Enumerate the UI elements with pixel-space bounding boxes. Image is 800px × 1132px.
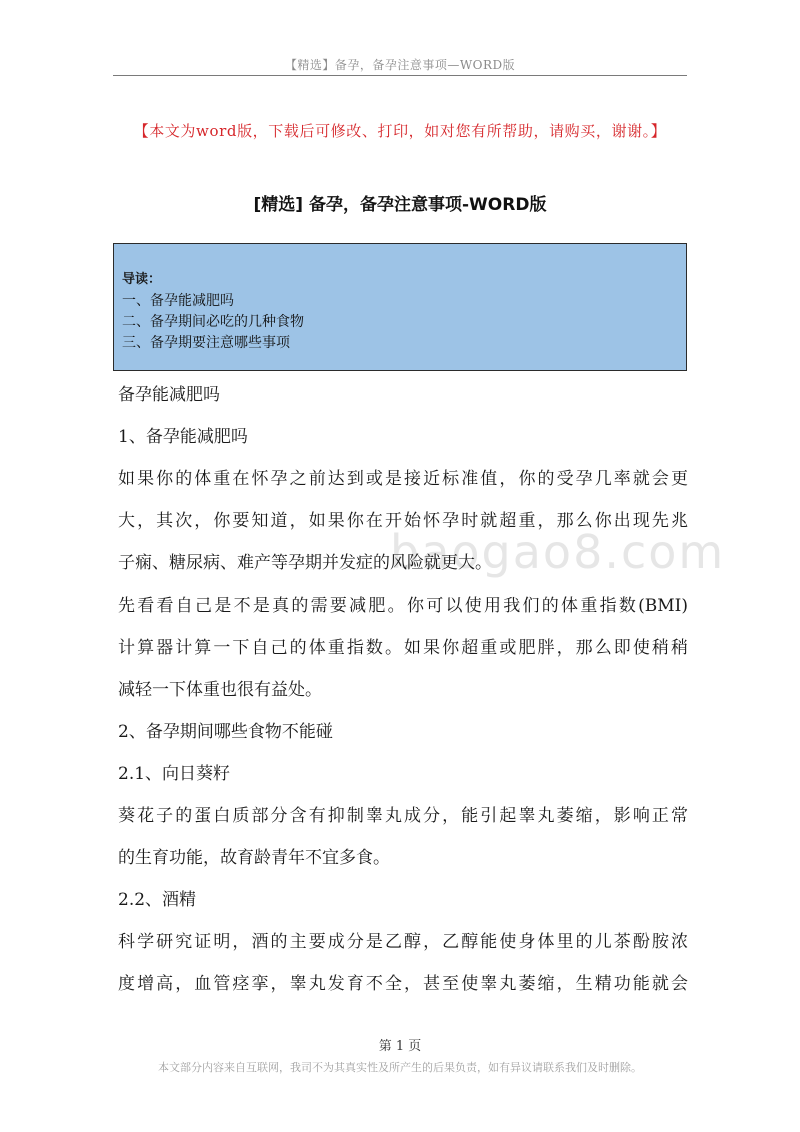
paragraph-line: 的生育功能，故育龄青年不宜多食。 [118,848,390,868]
paragraph-line: 减轻一下体重也很有益处。 [118,680,322,700]
download-notice: 【本文为word版，下载后可修改、打印，如对您有所帮助，请购买，谢谢。】 [133,122,667,140]
section-title: 备孕能减肥吗 [118,385,220,405]
heading-2: 2、备孕期间哪些食物不能碰 [118,722,333,742]
paragraph-line: 计算器计算一下自己的体重指数。如果你超重或肥胖，那么即使稍稍 [118,638,688,658]
document-title: [精选] 备孕，备孕注意事项-WORD版 [253,195,547,215]
heading-1: 1、备孕能减肥吗 [118,427,248,447]
header-rule [113,75,687,76]
paragraph-line: 先看看自己是不是真的需要减肥。你可以使用我们的体重指数(BMI) [118,596,688,616]
paragraph-line: 度增高，血管痉挛，睾丸发育不全，甚至使睾丸萎缩，生精功能就会 [118,974,688,994]
guide-item: 一、备孕能减肥吗 [122,293,234,309]
paragraph-line: 如果你的体重在怀孕之前达到或是接近标准值，你的受孕几率就会更 [118,469,688,489]
heading-2-2: 2.2、酒精 [118,890,197,910]
paragraph-line: 科学研究证明，酒的主要成分是乙醇，乙醇能使身体里的儿茶酚胺浓 [118,932,688,952]
guide-item: 二、备孕期间必吃的几种食物 [122,314,304,330]
guide-heading: 导读： [122,272,162,287]
paragraph-line: 子痫、糖尿病、难产等孕期并发症的风险就更大。 [118,553,492,573]
paragraph-line: 大，其次，你要知道，如果你在开始怀孕时就超重，那么你出现先兆 [118,511,688,531]
guide-item: 三、备孕期要注意哪些事项 [122,335,290,351]
guide-box [113,243,687,371]
heading-2-1: 2.1、向日葵籽 [118,764,231,784]
page-number: 第 1 页 [378,1039,422,1054]
page-header: 【精选】备孕，备孕注意事项—WORD版 [284,58,516,72]
watermark: baogao8.com [390,525,726,579]
page-footer: 本文部分内容来自互联网，我司不为其真实性及所产生的后果负责，如有异议请联系我们及时删除。 [158,1061,642,1074]
paragraph-line: 葵花子的蛋白质部分含有抑制睾丸成分，能引起睾丸萎缩，影响正常 [118,806,688,826]
